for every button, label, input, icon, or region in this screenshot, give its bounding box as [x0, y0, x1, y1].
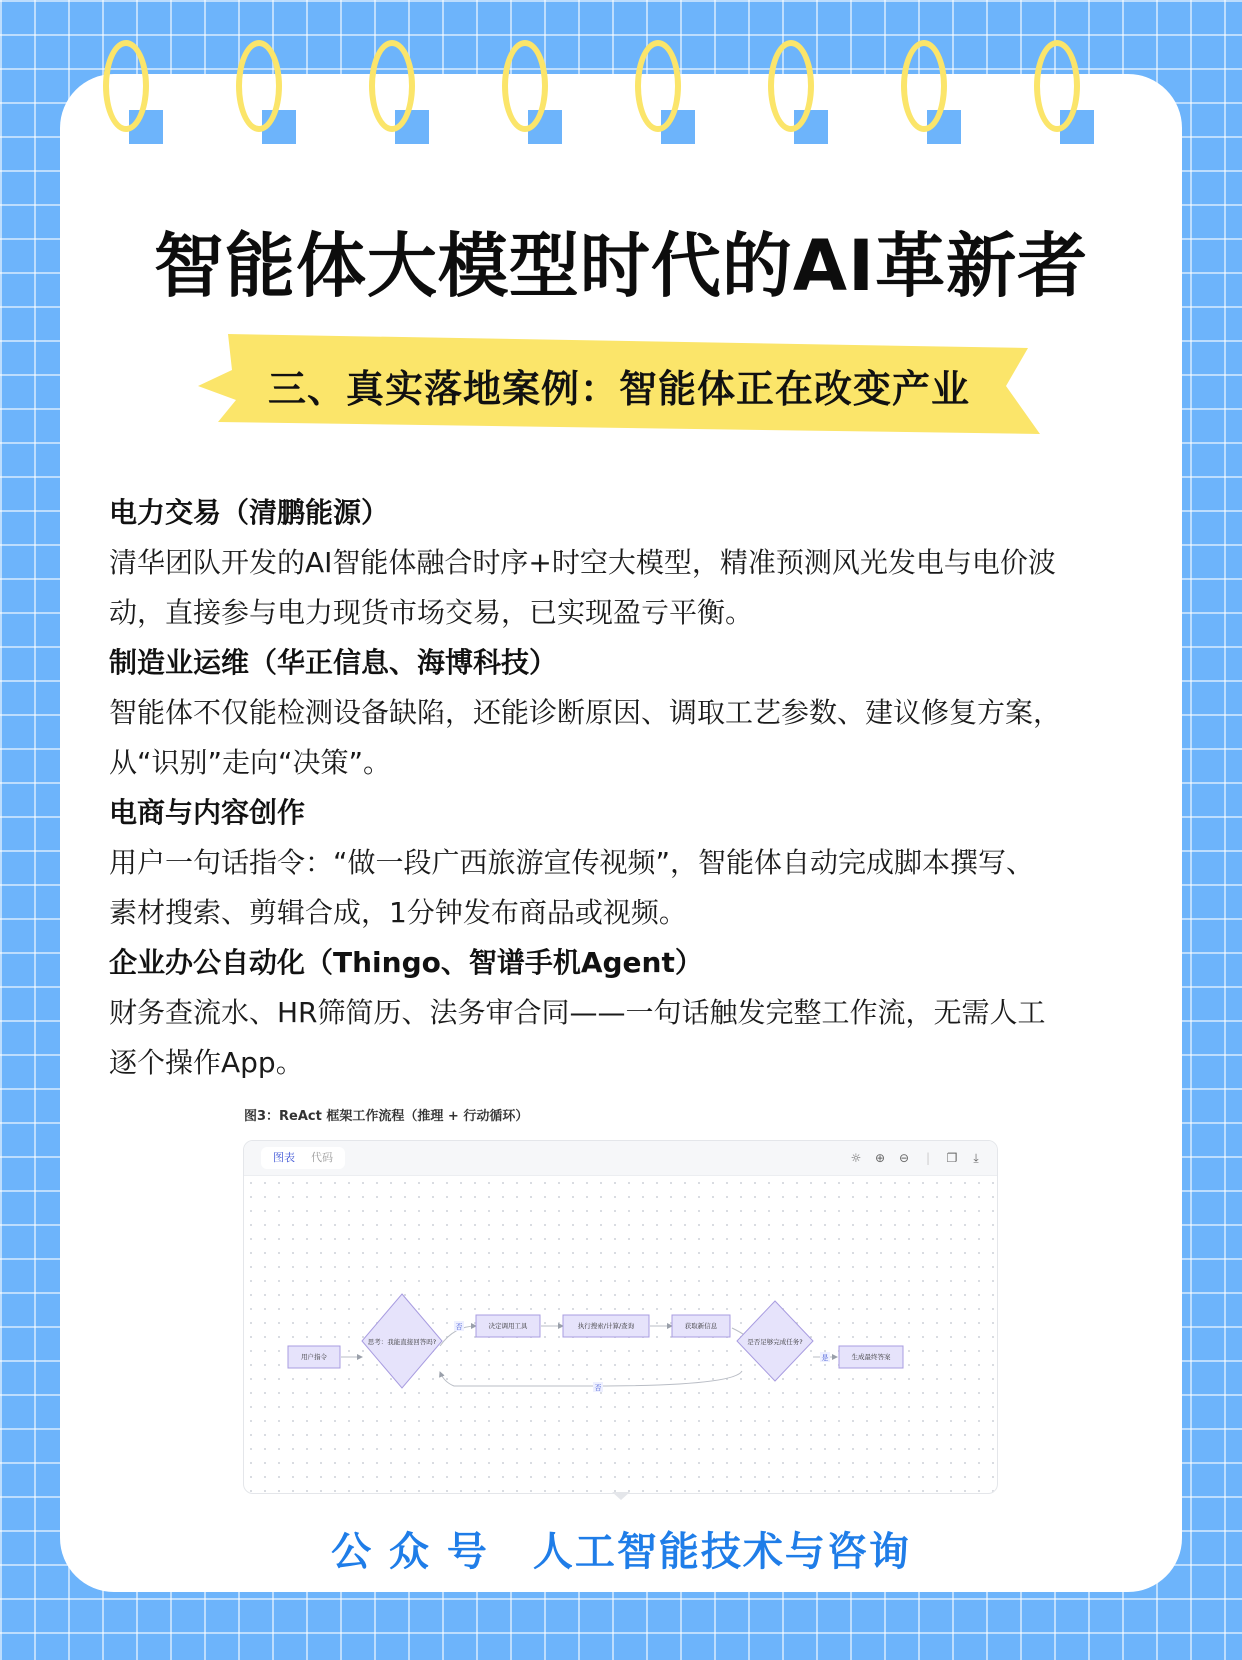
node-tool-label: 决定调用工具: [488, 1322, 528, 1330]
viewer-tabs: [261, 1147, 345, 1169]
binder-ring: [502, 40, 560, 140]
banner-text: 三、真实落地案例：智能体正在改变产业: [267, 366, 970, 411]
tab-code[interactable]: 代码: [311, 1151, 333, 1164]
binder-ring: [901, 40, 959, 140]
section-heading: 制造业运维（华正信息、海博科技）: [109, 646, 558, 679]
paragraph-line: 智能体不仅能检测设备缺陷，还能诊断原因、调取工艺参数、建议修复方案，: [109, 696, 1062, 729]
node-final-label: 生成最终答案: [851, 1353, 891, 1361]
toolbar-icons: [849, 1149, 983, 1167]
edge-label-no-loop: 否: [594, 1384, 602, 1392]
section-banner: [198, 330, 1040, 440]
diagram-canvas: [244, 1176, 997, 1493]
paragraph-line: 动，直接参与电力现货市场交易，已实现盈亏平衡。: [109, 596, 754, 629]
article-body: [109, 488, 1139, 1088]
paragraph-line: 财务查流水、HR筛简历、法务审合同——一句话触发完整工作流，无需人工: [109, 996, 1046, 1029]
node-info-label: 获取新信息: [684, 1322, 718, 1330]
paragraph-line: 清华团队开发的AI智能体融合时序+时空大模型，精准预测风光发电与电价波: [109, 546, 1056, 579]
paragraph-line: 逐个操作App。: [109, 1046, 304, 1079]
page-title: 智能体大模型时代的AI革新者: [153, 225, 1089, 307]
node-user-label: 用户指令: [301, 1353, 327, 1361]
flowchart: [244, 1176, 997, 1493]
edge-label-yes: 是: [821, 1354, 829, 1362]
section-heading: 电力交易（清鹏能源）: [109, 496, 390, 529]
tab-chart[interactable]: 图表: [273, 1151, 295, 1164]
zoom-in-icon[interactable]: ⊕: [874, 1151, 886, 1165]
binder-ring: [768, 40, 826, 140]
footer-label: 公 众 号: [331, 1529, 489, 1575]
figure-caption: 图3：ReAct 框架工作流程（推理 + 行动循环）: [244, 1109, 529, 1124]
section-heading: 电商与内容创作: [109, 796, 306, 829]
paragraph-line: 从“识别”走向“决策”。: [109, 746, 392, 779]
node-think-label: 思考：我能直接回答吗?: [367, 1338, 437, 1346]
binder-ring: [635, 40, 693, 140]
edge-check-think-loop: [440, 1371, 742, 1386]
binder-ring: [103, 40, 161, 140]
viewer-toolbar: [244, 1141, 997, 1176]
node-exec-label: 执行搜索/计算/查询: [577, 1322, 635, 1330]
binder-ring: [236, 40, 294, 140]
diagram-viewer: [243, 1140, 998, 1494]
sun-icon[interactable]: ☼: [850, 1151, 862, 1165]
copy-icon[interactable]: ❐: [946, 1151, 958, 1165]
footer-account-name: 人工智能技术与咨询: [532, 1529, 911, 1575]
section-heading: 企业办公自动化（Thingo、智谱手机Agent）: [109, 946, 703, 979]
zoom-out-icon[interactable]: ⊖: [898, 1151, 910, 1165]
edge-label-no: 否: [455, 1323, 463, 1331]
footer-credit: [0, 1520, 1242, 1577]
viewer-caret: [612, 1492, 630, 1500]
node-check-label: 是否足够完成任务?: [747, 1338, 803, 1346]
binder-ring: [369, 40, 427, 140]
download-icon[interactable]: ⤓: [973, 1151, 979, 1165]
toolbar-divider: |: [925, 1151, 931, 1165]
paragraph-line: 素材搜索、剪辑合成，1分钟发布商品或视频。: [109, 896, 687, 929]
binder-ring: [1034, 40, 1092, 140]
paragraph-line: 用户一句话指令：“做一段广西旅游宣传视频”，智能体自动完成脚本撰写、: [109, 846, 1035, 879]
